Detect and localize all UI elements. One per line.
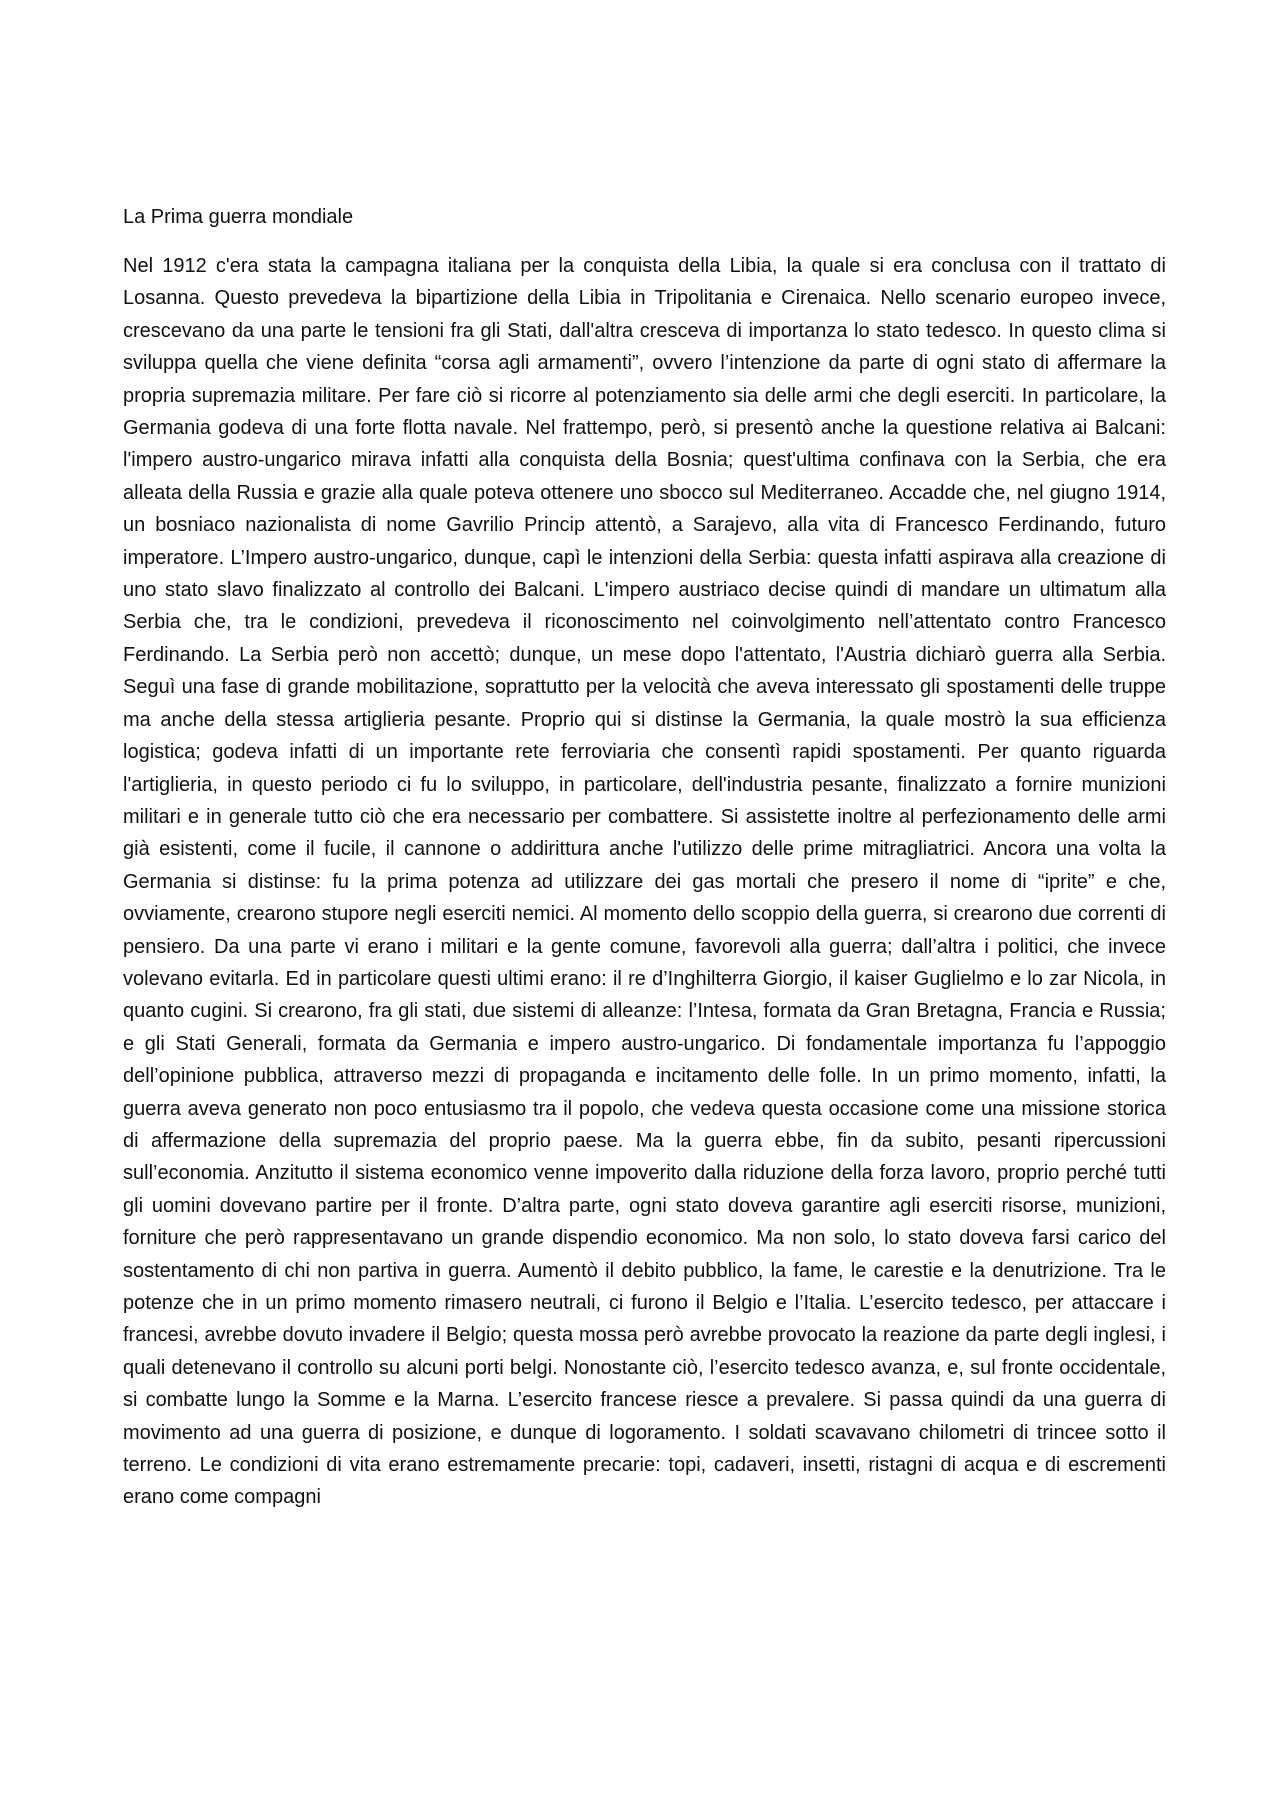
document-content [123, 204, 1166, 1514]
document-title: La Prima guerra mondiale [123, 206, 354, 228]
document-body-paragraph: Nel 1912 c'era stata la campagna italiana per la conquista della Libia, la quale si era conclusa con il trattato di Losanna. Questo prevedeva la bipartizione della Libia in Tripolitania e Cirenaica. Nello scenario europeo invece, crescevano da una parte le tensioni fra gli Stati, dall'altra cresceva di importanza lo stato tedesco. In questo clima si sviluppa quella che viene definita “corsa agli armamenti”, ovvero l’intenzione da parte di ogni stato di affermare la propria supremazia militare. Per fare ciò si ricorre al potenziamento sia delle armi che degli eserciti. In particolare, la Germania godeva di una forte flotta navale. Nel frattempo, però, si presentò anche la questione relativa ai Balcani: l'impero austro-ungarico mirava infatti alla conquista della Bosnia; quest'ultima confinava con la Serbia, che era alleata della Russia e grazie alla quale poteva ottenere uno sbocco sul Mediterraneo. Accadde che, nel giugno 1914, un bosniaco nazionalista di nome Gavrilio Princip attentò, a Sarajevo, alla vita di Francesco Ferdinando, futuro imperatore. L’Impero austro-ungarico, dunque, capì le intenzioni della Serbia: questa infatti aspirava alla creazione di uno stato slavo finalizzato al controllo dei Balcani. L'impero austriaco decise quindi di mandare un ultimatum alla Serbia che, tra le condizioni, prevedeva il riconoscimento nel coinvolgimento nell’attentato contro Francesco Ferdinando. La Serbia però non accettò; dunque, un mese dopo l'attentato, l'Austria dichiarò guerra alla Serbia. Seguì una fase di grande mobilitazione, soprattutto per la velocità che aveva interessato gli spostamenti delle truppe ma anche della stessa artiglieria pesante. Proprio qui si distinse la Germania, la quale mostrò la sua efficienza logistica; godeva infatti di un importante rete ferroviaria che consentì rapidi spostamenti. Per quanto riguarda l'artiglieria, in questo periodo ci fu lo sviluppo, in particolare, dell'industria pesante, finalizzato a fornire munizioni militari e in generale tutto ciò che era necessario per combattere. Si assistette inoltre al perfezionamento delle armi già esistenti, come il fucile, il cannone o addirittura anche l'utilizzo delle prime mitragliatrici. Ancora una volta la Germania si distinse: fu la prima potenza ad utilizzare dei gas mortali che presero il nome di “iprite” e che, ovviamente, crearono stupore negli eserciti nemici. Al momento dello scoppio della guerra, si crearono due correnti di pensiero. Da una parte vi erano i militari e la gente comune, favorevoli alla guerra; dall’altra i politici, che invece volevano evitarla. Ed in particolare questi ultimi erano: il re d’Inghilterra Giorgio, il kaiser Guglielmo e lo zar Nicola, in quanto cugini. Si crearono, fra gli stati, due sistemi di alleanze: l’Intesa, formata da Gran Bretagna, Francia e Russia; e gli Stati Generali, formata da Germania e impero austro-ungarico. Di fondamentale importanza fu l’appoggio dell’opinione pubblica, attraverso mezzi di propaganda e incitamento delle folle. In un primo momento, infatti, la guerra aveva generato non poco entusiasmo tra il popolo, che vedeva questa occasione come una missione storica di affermazione della supremazia del proprio paese. Ma la guerra ebbe, fin da subito, pesanti ripercussioni sull’economia. Anzitutto il sistema economico venne impoverito dalla riduzione della forza lavoro, proprio perché tutti gli uomini dovevano partire per il fronte. D’altra parte, ogni stato doveva garantire agli eserciti risorse, munizioni, forniture che però rappresentavano un grande dispendio economico. Ma non solo, lo stato doveva farsi carico del sostentamento di chi non partiva in guerra. Aumentò il debito pubblico, la fame, le carestie e la denutrizione. Tra le potenze che in un primo momento rimasero neutrali, ci furono il Belgio e l’Italia. L’esercito tedesco, per attaccare i francesi, avrebbe dovuto invadere il Belgio; questa mossa però avrebbe provocato la reazione da parte degli inglesi, i quali detenevano il controllo su alcuni porti belgi. Nonostante ciò, l’esercito tedesco avanza, e, sul fronte occidentale, si combatte lungo la Somme e la Marna. L’esercito francese riesce a prevalere. Si passa quindi da una guerra di movimento ad una guerra di posizione, e dunque di logoramento. I soldati scavavano chilometri di trincee sotto il terreno. Le condizioni di vita erano estremamente precarie: topi, cadaveri, insetti, ristagni di acqua e di escrementi erano come compagni [123, 255, 1166, 1509]
